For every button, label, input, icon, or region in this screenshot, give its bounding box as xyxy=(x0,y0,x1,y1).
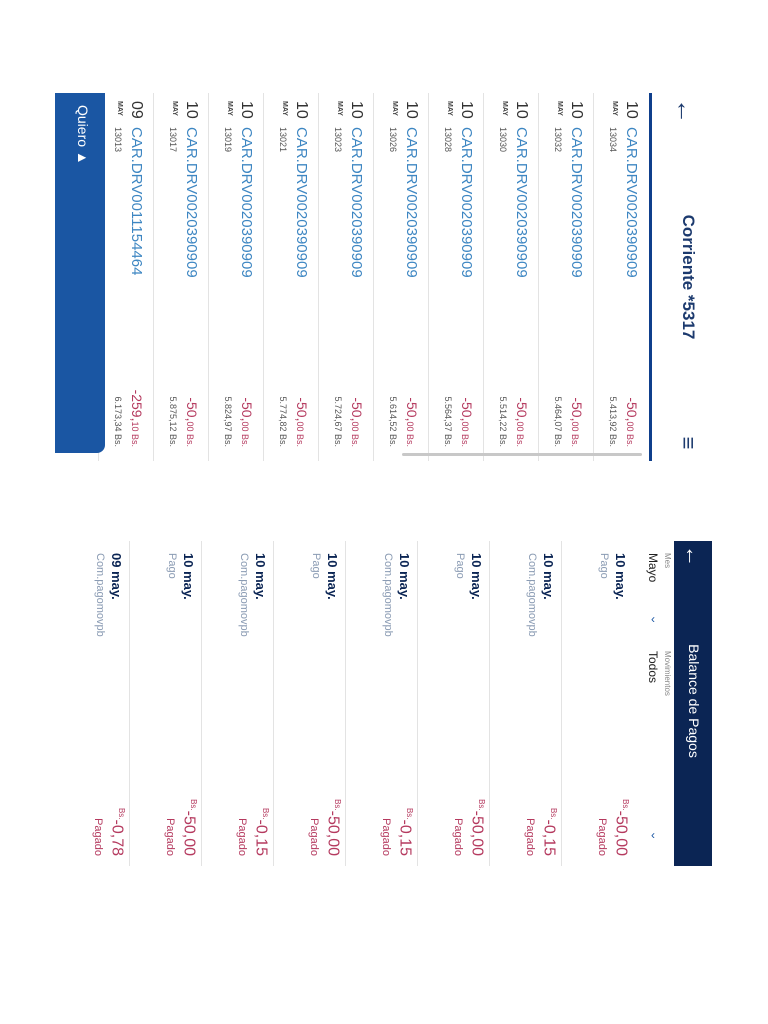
transaction-month: MAY xyxy=(556,101,563,116)
amount-cents: 00 Bs. xyxy=(405,421,415,447)
page-title: Corriente *5317 xyxy=(679,214,698,340)
transaction-code: 13017 xyxy=(168,127,178,153)
payment-currency: Bs. xyxy=(333,799,342,811)
transaction-balance: 6.173,34 Bs. xyxy=(113,396,123,447)
filter-bar xyxy=(634,541,674,866)
payment-amount xyxy=(324,799,342,856)
menu-icon[interactable]: ≡ xyxy=(676,436,701,450)
transaction-day: 09 xyxy=(128,101,145,119)
payment-status: Pagado xyxy=(596,818,608,856)
transaction-balance: 5.514,22 Bs. xyxy=(498,396,508,447)
account-screen xyxy=(55,93,712,461)
chevron-down-icon[interactable]: ‹ xyxy=(651,612,655,626)
amount-main: -50, xyxy=(239,397,255,422)
payment-date: 10 may. xyxy=(181,553,196,600)
transaction-amount xyxy=(294,397,310,447)
transaction-reference: CAR.DRV0020390909 xyxy=(403,127,420,278)
payment-row[interactable] xyxy=(129,541,202,866)
transaction-balance: 5.774,82 Bs. xyxy=(278,396,288,447)
payment-currency: Bs. xyxy=(621,799,630,811)
amount-cents: 00 Bs. xyxy=(295,421,305,447)
transaction-balance: 5.564,37 Bs. xyxy=(443,396,453,447)
transaction-balance: 5.464,07 Bs. xyxy=(553,396,563,447)
transaction-row[interactable] xyxy=(208,93,264,461)
transaction-balance: 5.824,97 Bs. xyxy=(223,396,233,447)
amount-main: -50, xyxy=(569,397,585,422)
transaction-month: MAY xyxy=(226,101,233,116)
transaction-day: 10 xyxy=(238,101,255,119)
transaction-reference: CAR.DRV0020390909 xyxy=(623,127,640,278)
transaction-amount xyxy=(624,397,640,447)
transaction-month: MAY xyxy=(501,101,508,116)
back-arrow-icon[interactable]: ← xyxy=(671,98,701,124)
transaction-row[interactable] xyxy=(98,93,154,461)
transaction-code: 13030 xyxy=(498,127,508,153)
payment-row[interactable] xyxy=(345,541,418,866)
transaction-day: 10 xyxy=(458,101,475,119)
amount-main: -259, xyxy=(129,389,145,422)
transaction-balance: 5.875,12 Bs. xyxy=(168,396,178,447)
payment-amount xyxy=(108,808,126,856)
transaction-reference: CAR.DRV0020390909 xyxy=(238,127,255,278)
payment-description: Pago xyxy=(454,553,466,579)
transaction-row[interactable] xyxy=(153,93,209,461)
payment-status: Pagado xyxy=(524,818,536,856)
amount-main: -50, xyxy=(624,397,640,422)
payment-date: 10 may. xyxy=(325,553,340,600)
amount-cents: 00 Bs. xyxy=(515,421,525,447)
payment-value: -50,00 xyxy=(612,810,630,856)
payment-row[interactable] xyxy=(561,541,634,866)
transaction-amount xyxy=(129,390,145,447)
payment-description: Com.pagomovpb xyxy=(238,553,250,637)
transaction-code: 13013 xyxy=(113,127,123,153)
payment-amount xyxy=(468,799,486,856)
transaction-day: 10 xyxy=(293,101,310,119)
payment-amount xyxy=(612,799,630,856)
transaction-amount xyxy=(404,397,420,447)
payment-status: Pagado xyxy=(92,818,104,856)
transaction-amount xyxy=(184,397,200,447)
back-arrow-icon[interactable]: ← xyxy=(681,545,706,567)
amount-main: -50, xyxy=(459,397,475,422)
transaction-balance: 5.614,52 Bs. xyxy=(388,396,398,447)
transaction-row[interactable] xyxy=(483,93,539,461)
payment-amount xyxy=(396,808,414,856)
transaction-row[interactable] xyxy=(593,93,649,461)
transaction-row[interactable] xyxy=(373,93,429,461)
payment-value: -0,15 xyxy=(252,819,270,856)
transaction-amount xyxy=(459,397,475,447)
transaction-reference: CAR.DRV0020390909 xyxy=(513,127,530,278)
payment-value: -0,15 xyxy=(396,819,414,856)
amount-cents: 00 Bs. xyxy=(240,421,250,447)
payment-status: Pagado xyxy=(452,818,464,856)
quiero-button-label: Quiero ▲ xyxy=(75,105,91,165)
amount-cents: 00 Bs. xyxy=(460,421,470,447)
payment-value: -0,15 xyxy=(540,819,558,856)
payment-value: -50,00 xyxy=(324,810,342,856)
payment-row[interactable] xyxy=(201,541,274,866)
transaction-code: 13028 xyxy=(443,127,453,153)
transaction-code: 13021 xyxy=(278,127,288,153)
payment-date: 10 may. xyxy=(253,553,268,600)
payments-header xyxy=(674,541,712,866)
payment-date: 09 may. xyxy=(109,553,124,600)
payment-currency: Bs. xyxy=(405,807,414,820)
transaction-balance: 5.724,67 Bs. xyxy=(333,396,343,447)
amount-main: -50, xyxy=(184,397,200,422)
payment-description: Pago xyxy=(310,553,322,579)
transaction-day: 10 xyxy=(513,101,530,119)
month-filter-value[interactable]: Mayo xyxy=(646,553,660,583)
amount-cents: 10 Bs. xyxy=(130,421,140,447)
transaction-code: 13026 xyxy=(388,127,398,153)
transaction-reference: CAR.DRV0020390909 xyxy=(293,127,310,278)
transaction-code: 13019 xyxy=(223,127,233,153)
month-filter-label: Mes xyxy=(663,553,672,569)
payment-amount xyxy=(180,799,198,856)
movements-filter-value[interactable]: Todos xyxy=(646,651,660,684)
transaction-row[interactable] xyxy=(318,93,374,461)
transaction-day: 10 xyxy=(348,101,365,119)
amount-cents: 00 Bs. xyxy=(625,421,635,447)
transaction-reference: CAR.DRV0020390909 xyxy=(458,127,475,278)
payment-description: Pago xyxy=(166,553,178,579)
transaction-day: 10 xyxy=(568,101,585,119)
payment-date: 10 may. xyxy=(541,553,556,600)
amount-main: -50, xyxy=(514,397,530,422)
payment-row[interactable] xyxy=(80,541,130,866)
transaction-row[interactable] xyxy=(263,93,319,461)
transaction-amount xyxy=(569,397,585,447)
payment-status: Pagado xyxy=(236,818,248,856)
payment-status: Pagado xyxy=(380,818,392,856)
payment-row[interactable] xyxy=(273,541,346,866)
transaction-code: 13032 xyxy=(553,127,563,153)
transaction-reference: CAR.DRV0020390909 xyxy=(568,127,585,278)
transaction-reference: CAR.DRV0011154464 xyxy=(128,127,145,276)
transaction-code: 13034 xyxy=(608,127,618,153)
header-divider xyxy=(649,93,652,461)
payment-currency: Bs. xyxy=(549,807,558,820)
payment-value: -0,78 xyxy=(108,819,126,856)
payment-row[interactable] xyxy=(489,541,562,866)
transaction-amount xyxy=(514,397,530,447)
payment-description: Pago xyxy=(598,553,610,579)
amount-main: -50, xyxy=(294,397,310,422)
movements-filter-label: Movimientos xyxy=(663,651,672,696)
transaction-reference: CAR.DRV0020390909 xyxy=(183,127,200,278)
amount-main: -50, xyxy=(349,397,365,422)
transaction-day: 10 xyxy=(403,101,420,119)
payment-currency: Bs. xyxy=(117,807,126,820)
payment-row[interactable] xyxy=(417,541,490,866)
transaction-month: MAY xyxy=(391,101,398,116)
page-title: Balance de Pagos xyxy=(686,644,702,758)
chevron-down-icon[interactable]: ‹ xyxy=(651,828,655,842)
transaction-month: MAY xyxy=(281,101,288,116)
transaction-month: MAY xyxy=(611,101,618,116)
payment-currency: Bs. xyxy=(261,807,270,820)
payment-amount xyxy=(540,808,558,856)
quiero-button[interactable] xyxy=(55,93,105,453)
amount-main: -50, xyxy=(404,397,420,422)
transaction-row[interactable] xyxy=(538,93,594,461)
transaction-code: 13023 xyxy=(333,127,343,153)
payment-currency: Bs. xyxy=(477,799,486,811)
payment-date: 10 may. xyxy=(613,553,628,600)
amount-cents: 00 Bs. xyxy=(570,421,580,447)
payment-status: Pagado xyxy=(308,818,320,856)
scrollbar[interactable] xyxy=(402,453,642,456)
amount-cents: 00 Bs. xyxy=(350,421,360,447)
transaction-amount xyxy=(349,397,365,447)
payment-description: Com.pagomovpb xyxy=(382,553,394,637)
transaction-balance: 5.413,92 Bs. xyxy=(608,396,618,447)
transaction-day: 10 xyxy=(183,101,200,119)
payment-value: -50,00 xyxy=(468,810,486,856)
account-header xyxy=(650,93,712,461)
payments-screen xyxy=(80,541,712,866)
payment-currency: Bs. xyxy=(189,799,198,811)
payment-date: 10 may. xyxy=(469,553,484,600)
transaction-amount xyxy=(239,397,255,447)
transaction-month: MAY xyxy=(171,101,178,116)
transaction-day: 10 xyxy=(623,101,640,119)
transaction-month: MAY xyxy=(336,101,343,116)
transaction-reference: CAR.DRV0020390909 xyxy=(348,127,365,278)
transaction-row[interactable] xyxy=(428,93,484,461)
payment-amount xyxy=(252,808,270,856)
payment-date: 10 may. xyxy=(397,553,412,600)
amount-cents: 00 Bs. xyxy=(185,421,195,447)
payment-description: Com.pagomovpb xyxy=(526,553,538,637)
payment-value: -50,00 xyxy=(180,810,198,856)
payment-description: Com.pagomovpb xyxy=(94,553,106,637)
payment-status: Pagado xyxy=(164,818,176,856)
transaction-month: MAY xyxy=(446,101,453,116)
transaction-month: MAY xyxy=(116,101,123,116)
